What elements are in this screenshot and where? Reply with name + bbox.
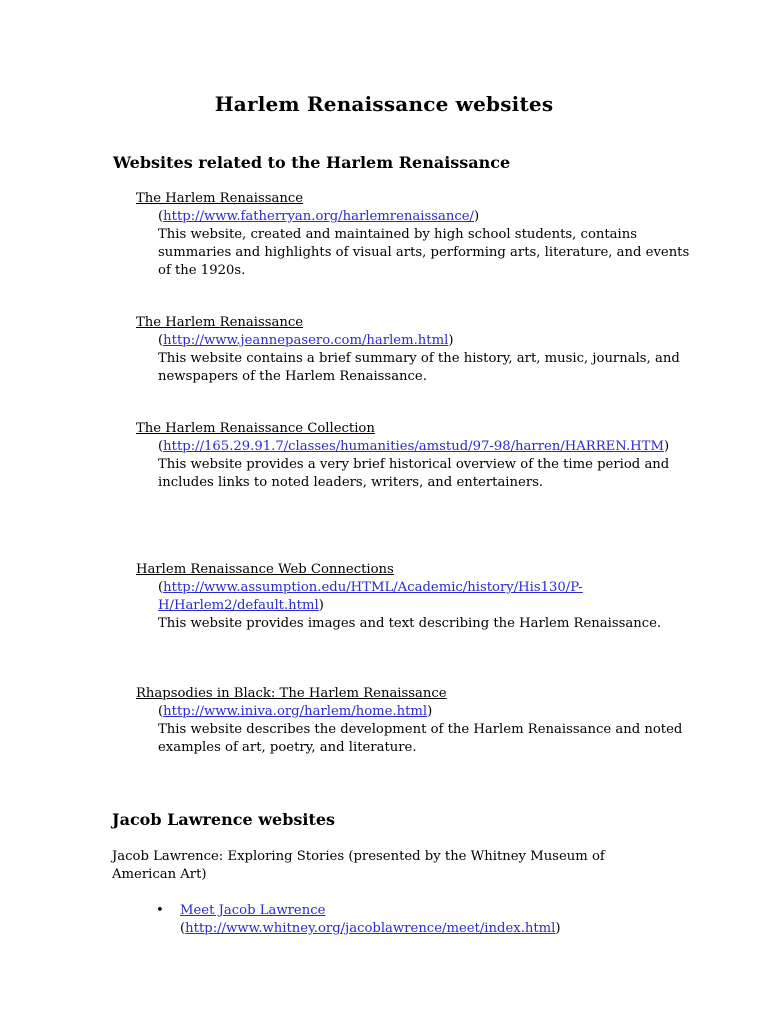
- entry-link[interactable]: http://www.fatherryan.org/harlemrenaissance/: [163, 209, 474, 224]
- entry-body: [136, 703, 696, 757]
- entry-title: The Harlem Renaissance Collection: [136, 421, 375, 436]
- entry-link[interactable]: http://www.iniva.org/harlem/home.html: [163, 704, 428, 719]
- page-title: Harlem Renaissance websites: [214, 92, 554, 116]
- entry-title: Harlem Renaissance Web Connections: [136, 562, 394, 577]
- entry-body: [136, 332, 696, 386]
- website-entry: [136, 685, 696, 757]
- website-entry: [136, 314, 696, 386]
- close-paren: ): [473, 209, 480, 224]
- entry-link[interactable]: http://www.jeannepasero.com/harlem.html: [163, 333, 449, 348]
- close-paren: ): [427, 704, 433, 719]
- entry-body: [136, 208, 696, 280]
- close-paren: ): [663, 439, 670, 454]
- entry-description: This website describes the development of the Harlem Renaissance and noted examples of art, poetry, and literature.: [158, 722, 683, 755]
- entry-title: The Harlem Renaissance: [136, 191, 304, 206]
- website-entry: [136, 190, 696, 280]
- entry-description: This website provides images and text describing the Harlem Renaissance.: [158, 616, 662, 631]
- open-paren: (: [158, 580, 164, 595]
- section-intro: Jacob Lawrence: Exploring Stories (presented by the Whitney Museum of American Art): [112, 849, 605, 882]
- section-heading-lawrence: Jacob Lawrence websites: [112, 810, 336, 829]
- entry-title: The Harlem Renaissance: [136, 315, 304, 330]
- entry-description: This website, created and maintained by high school students, contains summaries and highlights of visual arts, performing arts, literature, and events of the 1920s.: [158, 227, 690, 278]
- bullet-marker: •: [156, 903, 164, 918]
- bullet-title-link[interactable]: Meet Jacob Lawrence: [180, 903, 326, 918]
- entry-description: This website contains a brief summary of the history, art, music, journals, and newspapers of the Harlem Renaissance.: [158, 351, 680, 384]
- website-entry: [136, 420, 696, 492]
- open-paren: (: [158, 704, 164, 719]
- section-heading-harlem: Websites related to the Harlem Renaissance: [113, 153, 511, 172]
- entry-description: This website provides a very brief historical overview of the time period and includes links to noted leaders, writers, and entertainers.: [158, 457, 670, 490]
- bullet-link[interactable]: http://www.whitney.org/jacoblawrence/meet/index.html: [185, 921, 556, 936]
- entry-link[interactable]: http://165.29.91.7/classes/humanities/amstud/97-98/harren/HARREN.HTM: [163, 439, 664, 454]
- entry-body: [136, 438, 696, 492]
- open-paren: (: [158, 209, 164, 224]
- open-paren: (: [158, 333, 164, 348]
- bullet-body: [158, 902, 718, 938]
- open-paren: (: [158, 439, 164, 454]
- close-paren: ): [318, 598, 324, 613]
- entry-body: [136, 579, 696, 633]
- close-paren: ): [448, 333, 454, 348]
- close-paren: ): [555, 921, 561, 936]
- entry-title: Rhapsodies in Black: The Harlem Renaissance: [136, 686, 447, 701]
- open-paren: (: [180, 921, 186, 936]
- list-item: [158, 902, 718, 938]
- entry-link[interactable]: http://www.assumption.edu/HTML/Academic/history/His130/P-H/Harlem2/default.html: [158, 580, 583, 613]
- website-entry: [136, 561, 696, 633]
